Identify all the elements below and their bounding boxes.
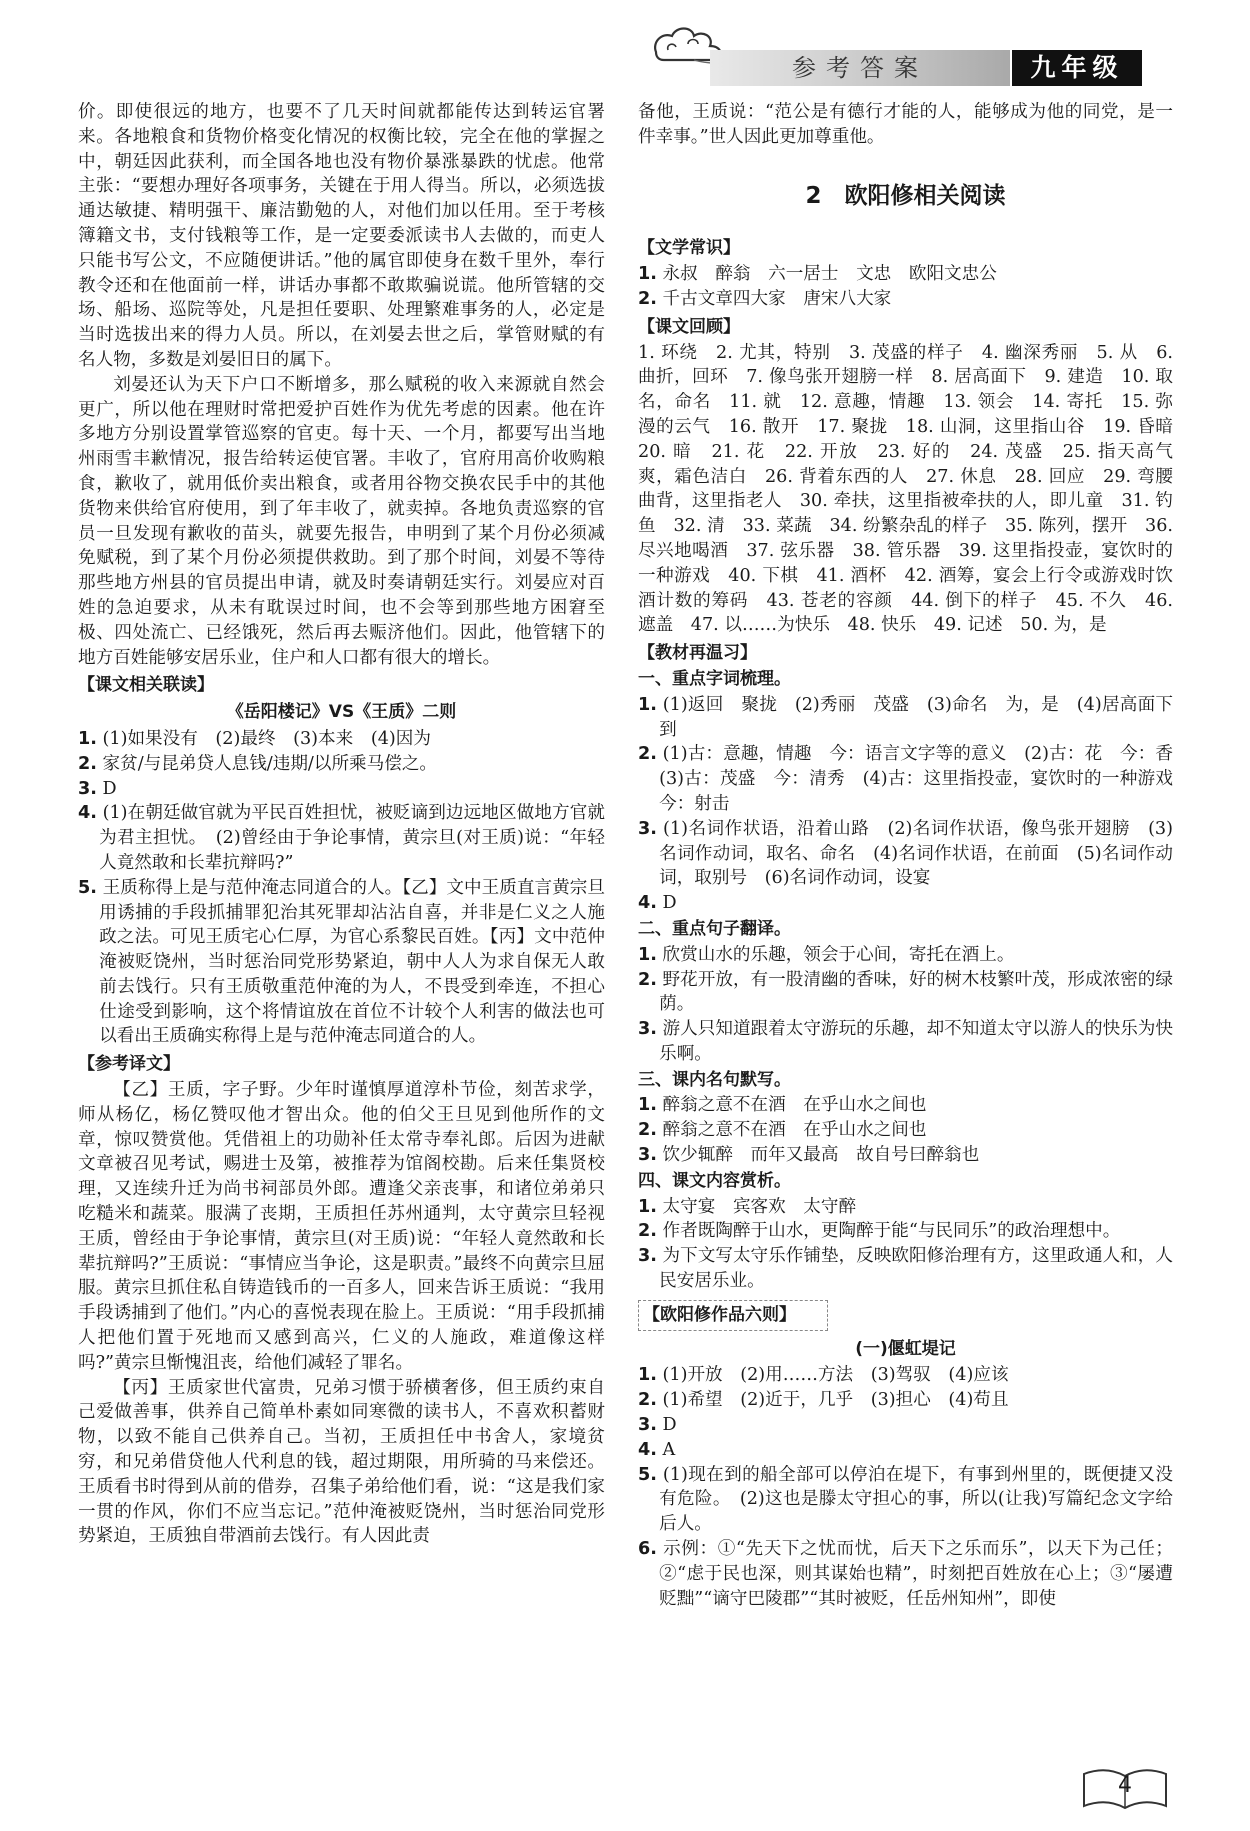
left-paragraph-2: 刘晏还认为天下户口不断增多，那么赋税的收入来源就自然会更广，所以他在理财时常把爱护百姓作为优先考虑的因素。他在许多地方分别设置掌管巡察的官吏。每十天、一个月，都要写出当地州雨雪丰歉情况，报告给转运使官署。丰收了，官府用高价收购粮食，歉收了，就用低价卖出粮食，或者用谷物交换农民手中的其他货物来供给官府使用，到了年丰收了，就卖掉。各地负责巡察的官员一旦发现有歉收的苗头，就要先报告，申明到了某个月份必须减免赋税，到了某个月份必须提供救助。到了那个时间，刘晏不等待那些地方州县的官员提出申请，就及时奏请朝廷实行。刘晏应对百姓的急迫要求，从未有耽误过时间，也不会等到那些地方困窘至极、四处流亡、已经饿死，然后再去赈济他们。因此，他管辖下的地方百姓能够安居乐业，住户和人口都有很大的增长。	[78, 374, 605, 668]
answer-item: 2. 野花开放，有一股清幽的香味，好的树木枝繁叶茂，形成浓密的绿荫。	[638, 969, 1173, 1015]
translation-paragraph: 【丙】王质家世代富贵，兄弟习惯于骄横奢侈，但王质约束自己爱做善事，供养自己简单朴素如同寒微的读书人，不喜欢积蓄财物，以致不能自己供养自己。当初，王质担任中书舍人，家境贫穷，和兄弟借贷他人代利息的钱，超过期限，用所骑的马来偿还。王质看书时得到从前的借券，召集子弟给他们看，说：“这是我们家一贯的作风，你们不应当忘记。”范仲淹被贬饶州，当时惩治同党形势紧迫，王质独自带酒前去饯行。有人因此责	[78, 1377, 605, 1547]
header-grade: 九年级	[1012, 50, 1142, 86]
answer-item: 5. (1)现在到的船全部可以停泊在堤下，有事到州里的，既便捷又没有危险。 (2)这也是滕太守担心的事，所以(让我)写篇纪念文字给后人。	[638, 1464, 1173, 1535]
answer-item: 4. A	[638, 1439, 676, 1460]
page-header	[650, 20, 1170, 90]
answer-item: 1. 欣赏山水的乐趣，领会于心间，寄托在酒上。	[638, 944, 1015, 965]
answer-item: 1. 太守宴 宾客欢 太守醉	[638, 1196, 857, 1217]
subsection-heading: 一、重点字词梳理。	[638, 668, 791, 689]
section-heading-works: 【欧阳修作品六则】	[638, 1300, 828, 1331]
subsection-heading: 二、重点句子翻译。	[638, 918, 791, 939]
answer-item: 1. 醉翁之意不在酒 在乎山水之间也	[638, 1095, 927, 1116]
answer-item: 3. (1)名词作状语，沿着山路 (2)名词作状语，像鸟张开翅膀 (3)名词作动词，取名、命名 (4)名词作状语，在前面 (5)名词作动词，取别号 (6)名词作动词，设宴	[638, 818, 1173, 889]
right-paragraph-0: 备他，王质说：“范公是有德行才能的人，能够成为他的同党，是一件幸事。”世人因此更加尊重他。	[638, 102, 1173, 147]
answer-item: 2. (1)古：意趣，情趣 今：语言文字等的意义 (2)古：花 今：香 (3)古：茂盛 今：清秀 (4)古：这里指投壶，宴饮时的一种游戏 今：射击	[638, 744, 1191, 814]
chapter-heading: 2 欧阳修相关阅读	[805, 182, 1006, 209]
subsection-title: 《岳阳楼记》VS《王质》二则	[226, 702, 457, 723]
section-heading-related-reading: 【课文相关联读】	[78, 675, 214, 696]
answer-item: 3. 为下文写太守乐作铺垫，反映欧阳修治理有方，这里政通人和，人民安居乐业。	[638, 1246, 1173, 1292]
answer-item: 2. 作者既陶醉于山水，更陶醉于能“与民同乐”的政治理想中。	[638, 1221, 1121, 1242]
page-number: 4	[1118, 1773, 1132, 1798]
answer-item: 2. 千古文章四大家 唐宋八大家	[638, 288, 892, 309]
section-heading-literature: 【文学常识】	[638, 238, 740, 259]
review-answers: 1. 环绕 2. 尤其，特别 3. 茂盛的样子 4. 幽深秀丽 5. 从 6. 曲折，回环 7. 像鸟张开翅膀一样 8. 居高面下 9. 建造 10. 取名，命名 11. 就 12. 意趣，情趣 13. 领会 14. 寄托 15. 弥漫的云气 16. 散开 17. 聚拢 18. 山洞，这里指山谷 19. 昏暗 20. 暗 21. 花 22. 开放 23. 好的 24. 茂盛 25. 指天高气爽，霜色洁白 26. 背着东西的人 27. 休息 28. 回应 29. 弯腰曲背，这里指老人 30. 牵扶，这里指被牵扶的人，即儿童 31. 钓鱼 32. 清 33. 菜蔬 34. 纷繁杂乱的样子 35. 陈列，摆开 36. 尽兴地喝酒 37. 弦乐器 38. 管乐器 39. 这里指投壶，宴饮时的一种游戏 40. 下棋 41. 酒杯 42. 酒筹，宴会上行令或游戏时饮酒计数的筹码 43. 苍老的容颜 44. 倒下的样子 45. 不久 46. 遮盖 47. 以……为快乐 48. 快乐 49. 记述 50. 为，是	[638, 342, 1191, 636]
answer-item: 2. (1)希望 (2)近于，几乎 (3)担心 (4)苟且	[638, 1390, 1009, 1411]
left-column	[78, 100, 605, 1549]
section-heading-textbook: 【教材再温习】	[638, 643, 757, 664]
header-title: 参考答案	[710, 50, 1010, 86]
left-paragraph-1: 价。即使很远的地方，也要不了几天时间就都能传达到转运官署来。各地粮食和货物价格变化情况的权衡比较，完全在他的掌握之中，朝廷因此获利，而全国各地也没有物价暴涨暴跌的忧虑。他常主张：“要想办理好各项事务，关键在于用人得当。所以，必须选拔通达敏捷、精明强干、廉洁勤勉的人，对他们加以任用。至于考核簿籍文书，支付钱粮等工作，是一定要委派读书人去做的，而吏人只能书写公文，不应随便讲话。”他的属官即使身在数千里外，奉行教令还和在他面前一样，讲话办事都不敢欺骗说谎。他所管辖的交场、船场、巡院等处，凡是担任要职、处理繁难事务的人，必定是当时选拔出来的得力人员。所以，在刘晏去世之后，掌管财赋的有名人物，多数是刘晏旧日的属下。	[78, 102, 605, 370]
right-column	[638, 100, 1191, 1611]
answer-item: 2. 醉翁之意不在酒 在乎山水之间也	[638, 1120, 927, 1141]
answer-item: 4. D	[638, 893, 677, 914]
subsection-title: (一)偃虹堤记	[855, 1338, 956, 1359]
answer-item: 2. 家贫/与昆弟贷人息钱/违期/以所乘马偿之。	[78, 753, 438, 774]
answer-item: 3. 饮少辄醉 而年又最高 故自号曰醉翁也	[638, 1145, 980, 1166]
answer-item: 1. (1)开放 (2)用……方法 (3)驾驭 (4)应该	[638, 1365, 1009, 1386]
answer-item: 3. D	[638, 1415, 677, 1436]
answer-item: 1. (1)返回 聚拢 (2)秀丽 茂盛 (3)命名 为，是 (4)居高面下 到	[638, 694, 1191, 740]
answer-item: 6. 示例：①“先天下之忧而忧，后天下之乐而乐”，以天下为己任；②“虑于民也深，则其谋始也精”，时刻把百姓放在心上；③“屡遭贬黜”“谪守巴陵郡”“其时被贬，任岳州知州”，即使	[638, 1539, 1173, 1609]
answer-item: 5. 王质称得上是与范仲淹志同道合的人。【乙】文中王质直言黄宗旦用诱捕的手段抓捕罪犯治其死罪却沾沾自喜，并非是仁义之人施政之法。可见王质宅心仁厚，为官心系黎民百姓。【丙】文中范仲淹被贬饶州，当时惩治同党形势紧迫，朝中人人为求自保无人敢前去饯行。只有王质敬重范仲淹的为人，不畏受到牵连，不担心仕途受到影响，这个将情谊放在首位不计较个人利害的做法也可以看出王质确实称得上是与范仲淹志同道合的人。	[78, 877, 606, 1047]
answer-item: 3. 游人只知道跟着太守游玩的乐趣，却不知道太守以游人的快乐为快乐啊。	[638, 1019, 1173, 1064]
section-heading-review: 【课文回顾】	[638, 316, 740, 337]
answer-item: 4. (1)在朝廷做官就为平民百姓担忧，被贬谪到边远地区做地方官就为君主担忧。 (2)曾经由于争论事情，黄宗旦(对王质)说：“年轻人竟然敢和长辈抗辩吗?”	[78, 803, 605, 873]
answer-item: 1. 永叔 醉翁 六一居士 文忠 欧阳文忠公	[638, 264, 997, 285]
page-number-badge	[1080, 1766, 1170, 1812]
subsection-heading: 四、课文内容赏析。	[638, 1170, 791, 1191]
subsection-heading: 三、课内名句默写。	[638, 1069, 791, 1090]
section-heading-translation: 【参考译文】	[78, 1054, 180, 1075]
translation-paragraph: 【乙】王质，字子野。少年时谨慎厚道淳朴节俭，刻苦求学，师从杨亿，杨亿赞叹他才智出众。他的伯父王旦见到他所作的文章，惊叹赞赏他。凭借祖上的功勋补任太常寺奉礼郎。后因为进献文章被召见考试，赐进士及第，被推荐为馆阁校勘。后来任集贤校理，又连续升迁为尚书祠部员外郎。遭逢父亲丧事，和诸位弟弟只吃糙米和蔬菜。服满了丧期，王质担任苏州通判，太守黄宗旦轻视王质，曾经由于争论事情，黄宗旦(对王质)说：“年轻人竟然敢和长辈抗辩吗?”王质说：“事情应当争论，这是职责。”最终不向黄宗旦屈服。黄宗旦抓住私自铸造钱币的一百多人，回来告诉王质说：“我用手段诱捕到了他们。”内心的喜悦表现在脸上。王质说：“用手段抓捕人把他们置于死地而又感到高兴，仁义的人施政，难道像这样吗?”黄宗旦惭愧沮丧，给他们减轻了罪名。	[78, 1080, 605, 1373]
answer-item: 3. D	[78, 778, 117, 799]
answer-item: 1. (1)如果没有 (2)最终 (3)本来 (4)因为	[78, 728, 431, 749]
